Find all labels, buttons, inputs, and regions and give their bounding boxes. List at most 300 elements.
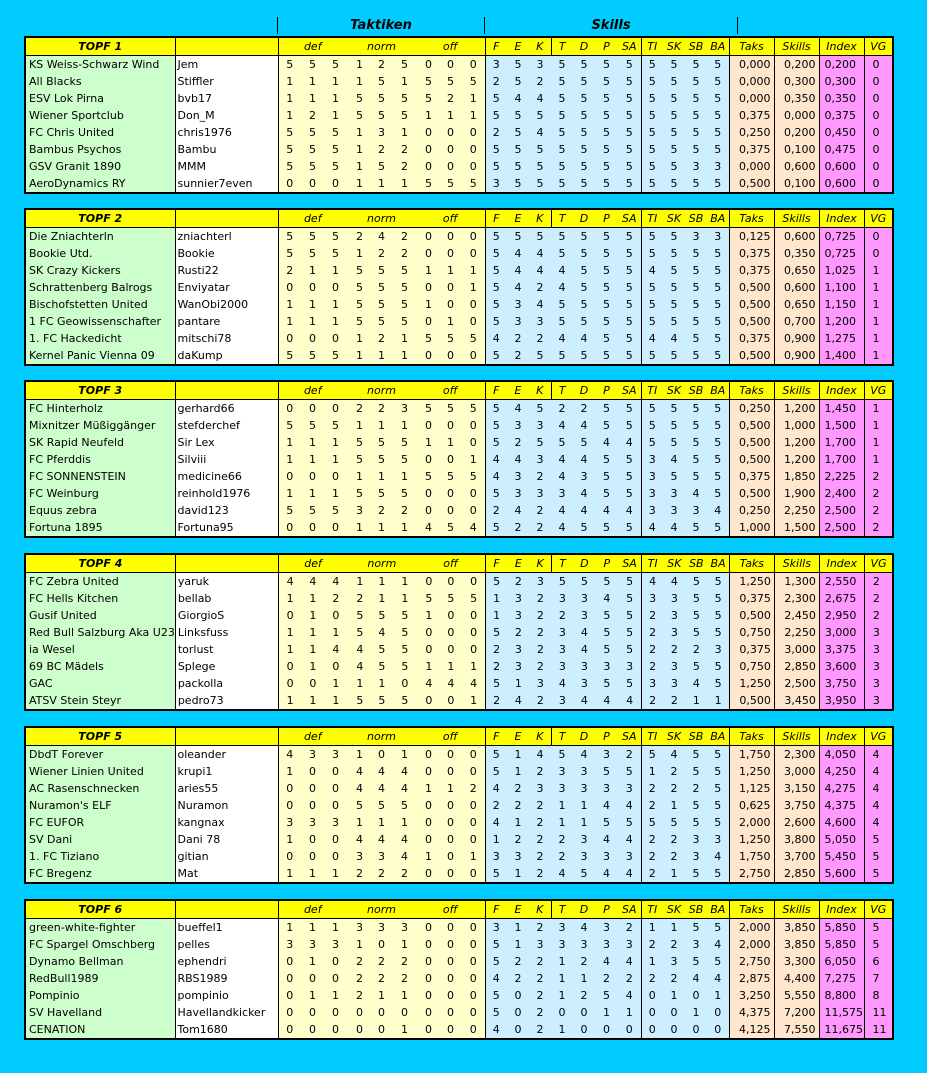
skill-sb-value: 2	[685, 780, 707, 797]
skills-sum-value: 0,600	[774, 158, 819, 175]
skill-ba-value: 5	[707, 141, 729, 158]
tactic-off-value: 0	[439, 797, 462, 814]
skill-sk-value: 5	[663, 434, 685, 451]
tactic-norm-value: 2	[347, 400, 370, 418]
tactic-def-value: 0	[324, 468, 347, 485]
team-name: Equus zebra	[25, 502, 175, 519]
tactic-off-value: 0	[439, 641, 462, 658]
tactic-norm-value: 5	[393, 641, 416, 658]
skill-header-e: E	[507, 727, 529, 746]
tactic-def-value: 3	[301, 746, 324, 764]
skill-sa-value: 5	[618, 158, 641, 175]
skills-sum-value: 0,900	[774, 330, 819, 347]
group-header-row	[25, 381, 893, 400]
skill-k-value: 3	[529, 573, 551, 591]
vg-value: 0	[864, 141, 893, 158]
tactic-def-value: 1	[278, 451, 301, 468]
skill-sb-value: 4	[685, 970, 707, 987]
table-row	[25, 1004, 893, 1021]
skill-e-value: 0	[507, 1021, 529, 1039]
tactic-norm-value: 1	[393, 347, 416, 365]
skill-sk-value: 5	[663, 468, 685, 485]
tactic-def-value: 2	[301, 107, 324, 124]
skill-p-value: 0	[595, 1021, 618, 1039]
skill-ba-value: 3	[707, 228, 729, 246]
skill-sb-value: 5	[685, 797, 707, 814]
tactic-def-value: 0	[278, 797, 301, 814]
skill-t-value: 5	[551, 746, 573, 764]
group-title: TOPF 4	[25, 554, 175, 573]
skill-sk-value: 5	[663, 262, 685, 279]
manager-name: GiorgioS	[175, 607, 278, 624]
taks-header: Taks	[729, 381, 774, 400]
team-name: Bambus Psychos	[25, 141, 175, 158]
index-value: 2,225	[819, 468, 864, 485]
skill-sb-value: 5	[685, 468, 707, 485]
tactic-off-value: 0	[462, 228, 485, 246]
skill-header-d: D	[573, 727, 595, 746]
skill-sa-value: 4	[618, 987, 641, 1004]
def-header: def	[278, 209, 347, 228]
tactic-norm-value: 5	[347, 624, 370, 641]
skill-sk-value: 0	[663, 1021, 685, 1039]
team-name: Bookie Utd.	[25, 245, 175, 262]
skill-p-value: 4	[595, 797, 618, 814]
tactic-off-value: 5	[416, 90, 439, 107]
skill-t-value: 3	[551, 919, 573, 937]
skills-sum-value: 2,300	[774, 590, 819, 607]
index-value: 5,850	[819, 936, 864, 953]
vg-value: 3	[864, 624, 893, 641]
skill-ba-value: 5	[707, 262, 729, 279]
skill-e-value: 2	[507, 434, 529, 451]
skill-header-e: E	[507, 554, 529, 573]
tactic-def-value: 1	[324, 434, 347, 451]
skill-sb-value: 3	[685, 936, 707, 953]
skill-header-ti: TI	[641, 900, 663, 919]
skill-p-value: 3	[595, 936, 618, 953]
skill-sk-value: 5	[663, 107, 685, 124]
skill-sa-value: 3	[618, 848, 641, 865]
tactic-def-value: 0	[301, 1021, 324, 1039]
skill-sk-value: 5	[663, 245, 685, 262]
tactic-def-value: 2	[278, 262, 301, 279]
skills-sum-value: 4,400	[774, 970, 819, 987]
table-row	[25, 158, 893, 175]
tactic-def-value: 0	[278, 658, 301, 675]
skill-sk-value: 5	[663, 124, 685, 141]
skill-header-sa: SA	[618, 381, 641, 400]
index-value: 4,375	[819, 797, 864, 814]
skill-k-value: 4	[529, 746, 551, 764]
skill-sa-value: 2	[618, 919, 641, 937]
taks-value: 0,250	[729, 502, 774, 519]
skill-p-value: 3	[595, 658, 618, 675]
skill-header-f: F	[485, 381, 507, 400]
manager-name: gerhard66	[175, 400, 278, 418]
tactic-norm-value: 2	[347, 987, 370, 1004]
tactic-off-value: 0	[462, 124, 485, 141]
skill-ba-value: 5	[707, 279, 729, 296]
tactic-norm-value: 2	[370, 245, 393, 262]
tactic-norm-value: 1	[370, 987, 393, 1004]
skill-k-value: 5	[529, 141, 551, 158]
vg-value: 2	[864, 519, 893, 537]
skill-ba-value: 5	[707, 313, 729, 330]
skill-d-value: 0	[573, 1021, 595, 1039]
tactic-norm-value: 2	[347, 953, 370, 970]
skill-e-value: 3	[507, 417, 529, 434]
user-header	[175, 209, 278, 228]
tactic-norm-value: 3	[393, 919, 416, 937]
skill-f-value: 5	[485, 573, 507, 591]
table-row	[25, 107, 893, 124]
skill-f-value: 5	[485, 417, 507, 434]
tactic-def-value: 0	[324, 400, 347, 418]
tactic-off-value: 0	[416, 970, 439, 987]
skill-t-value: 1	[551, 953, 573, 970]
table-row	[25, 814, 893, 831]
skill-header-sk: SK	[663, 554, 685, 573]
skill-ti-value: 2	[641, 641, 663, 658]
tactic-norm-value: 3	[370, 848, 393, 865]
tactic-def-value: 5	[324, 141, 347, 158]
tactic-def-value: 1	[324, 692, 347, 710]
skill-ti-value: 5	[641, 158, 663, 175]
table-row	[25, 347, 893, 365]
skill-t-value: 5	[551, 313, 573, 330]
team-name: ESV Lok Pirna	[25, 90, 175, 107]
tactic-def-value: 3	[301, 814, 324, 831]
skill-t-value: 5	[551, 296, 573, 313]
skill-ti-value: 1	[641, 763, 663, 780]
team-name: Dynamo Bellman	[25, 953, 175, 970]
table-row	[25, 919, 893, 937]
manager-name: oleander	[175, 746, 278, 764]
skill-sa-value: 3	[618, 658, 641, 675]
vg-value: 0	[864, 56, 893, 74]
tactic-def-value: 5	[301, 347, 324, 365]
skill-p-value: 5	[595, 158, 618, 175]
tactic-def-value: 5	[278, 245, 301, 262]
tactic-norm-value: 3	[347, 848, 370, 865]
tactic-norm-value: 5	[393, 692, 416, 710]
skill-sa-value: 5	[618, 468, 641, 485]
skill-ba-value: 5	[707, 417, 729, 434]
skills-sum-value: 3,850	[774, 919, 819, 937]
taks-value: 2,750	[729, 953, 774, 970]
tactic-off-value: 0	[462, 313, 485, 330]
skill-sa-value: 4	[618, 953, 641, 970]
tactic-norm-value: 1	[370, 175, 393, 193]
skill-k-value: 2	[529, 658, 551, 675]
skill-p-value: 5	[595, 262, 618, 279]
skills-sum-value: 1,850	[774, 468, 819, 485]
skill-ti-value: 2	[641, 936, 663, 953]
vg-value: 5	[864, 848, 893, 865]
tactic-def-value: 3	[324, 814, 347, 831]
skill-ti-value: 5	[641, 814, 663, 831]
vg-value: 2	[864, 502, 893, 519]
skill-sa-value: 5	[618, 107, 641, 124]
tactic-off-value: 5	[462, 175, 485, 193]
skill-f-value: 4	[485, 330, 507, 347]
tactic-def-value: 5	[324, 347, 347, 365]
tactic-off-value: 2	[462, 780, 485, 797]
skill-p-value: 4	[595, 502, 618, 519]
skill-f-value: 1	[485, 590, 507, 607]
skill-f-value: 4	[485, 1021, 507, 1039]
skill-ti-value: 4	[641, 519, 663, 537]
tactic-norm-value: 5	[370, 262, 393, 279]
tactic-norm-value: 5	[393, 56, 416, 74]
tactic-norm-value: 1	[370, 814, 393, 831]
taks-value: 0,000	[729, 73, 774, 90]
skill-sk-value: 5	[663, 175, 685, 193]
skill-f-value: 5	[485, 107, 507, 124]
skill-t-value: 4	[551, 417, 573, 434]
tactic-off-value: 0	[462, 573, 485, 591]
skill-ti-value: 4	[641, 262, 663, 279]
tactic-off-value: 0	[462, 831, 485, 848]
skill-p-value: 5	[595, 987, 618, 1004]
index-value: 4,050	[819, 746, 864, 764]
skill-t-value: 5	[551, 56, 573, 74]
skill-t-value: 5	[551, 347, 573, 365]
table-row	[25, 90, 893, 107]
skill-sb-value: 5	[685, 296, 707, 313]
tactic-def-value: 5	[278, 141, 301, 158]
skill-sb-value: 5	[685, 434, 707, 451]
skill-e-value: 2	[507, 330, 529, 347]
index-value: 3,375	[819, 641, 864, 658]
skill-header-e: E	[507, 37, 529, 56]
skill-sb-value: 5	[685, 279, 707, 296]
skill-ti-value: 5	[641, 90, 663, 107]
tactic-def-value: 0	[324, 797, 347, 814]
tactic-def-value: 1	[301, 987, 324, 1004]
tactic-norm-value: 4	[347, 780, 370, 797]
taks-value: 0,500	[729, 313, 774, 330]
tactic-norm-value: 5	[393, 607, 416, 624]
tactic-off-value: 1	[416, 607, 439, 624]
skill-d-value: 1	[573, 814, 595, 831]
skills-sum-value: 0,350	[774, 90, 819, 107]
skill-e-value: 3	[507, 848, 529, 865]
skill-k-value: 4	[529, 124, 551, 141]
tactic-off-value: 1	[416, 434, 439, 451]
skill-header-t: T	[551, 554, 573, 573]
skill-p-value: 5	[595, 573, 618, 591]
skills-sum-value: 1,300	[774, 573, 819, 591]
team-name: SV Havelland	[25, 1004, 175, 1021]
def-header: def	[278, 727, 347, 746]
skill-k-value: 2	[529, 953, 551, 970]
tactic-off-value: 0	[416, 1021, 439, 1039]
index-header: Index	[819, 554, 864, 573]
skill-k-value: 2	[529, 814, 551, 831]
def-header: def	[278, 37, 347, 56]
taks-value: 0,000	[729, 158, 774, 175]
skills-sum-value: 2,500	[774, 675, 819, 692]
tactic-off-value: 0	[439, 279, 462, 296]
tactic-norm-value: 1	[347, 245, 370, 262]
tactic-off-value: 2	[439, 90, 462, 107]
tactic-norm-value: 3	[347, 919, 370, 937]
tactic-norm-value: 1	[393, 417, 416, 434]
tactic-off-value: 4	[439, 675, 462, 692]
taks-value: 1,250	[729, 675, 774, 692]
tactic-def-value: 5	[324, 245, 347, 262]
skill-t-value: 1	[551, 797, 573, 814]
group-header-row	[25, 727, 893, 746]
vg-value: 2	[864, 468, 893, 485]
skill-e-value: 5	[507, 158, 529, 175]
skill-ti-value: 2	[641, 780, 663, 797]
skill-ba-value: 5	[707, 90, 729, 107]
vg-value: 4	[864, 763, 893, 780]
table-row	[25, 330, 893, 347]
table-row	[25, 262, 893, 279]
manager-name: Fortuna95	[175, 519, 278, 537]
tactic-def-value: 0	[301, 519, 324, 537]
table-row	[25, 987, 893, 1004]
skill-d-value: 3	[573, 590, 595, 607]
skill-ba-value: 5	[707, 347, 729, 365]
skill-d-value: 1	[573, 797, 595, 814]
skill-e-value: 2	[507, 519, 529, 537]
skill-p-value: 5	[595, 313, 618, 330]
tactic-def-value: 1	[278, 865, 301, 883]
tactic-def-value: 0	[278, 1004, 301, 1021]
skill-f-value: 3	[485, 848, 507, 865]
skill-ba-value: 5	[707, 451, 729, 468]
tactic-off-value: 0	[439, 624, 462, 641]
manager-name: Stiffler	[175, 73, 278, 90]
skill-header-sk: SK	[663, 900, 685, 919]
skill-t-value: 4	[551, 330, 573, 347]
tactic-def-value: 1	[278, 590, 301, 607]
tactic-norm-value: 5	[393, 262, 416, 279]
team-name: ia Wesel	[25, 641, 175, 658]
index-value: 1,500	[819, 417, 864, 434]
skill-k-value: 2	[529, 519, 551, 537]
skill-f-value: 4	[485, 468, 507, 485]
tactic-norm-value: 1	[347, 330, 370, 347]
tactic-off-value: 0	[439, 692, 462, 710]
skill-sb-value: 3	[685, 848, 707, 865]
tactic-off-value: 0	[416, 228, 439, 246]
tactic-norm-value: 1	[370, 675, 393, 692]
skill-p-value: 5	[595, 641, 618, 658]
tactic-off-value: 1	[439, 262, 462, 279]
tactic-norm-value: 1	[370, 468, 393, 485]
skill-e-value: 0	[507, 1004, 529, 1021]
index-value: 1,400	[819, 347, 864, 365]
vg-value: 2	[864, 573, 893, 591]
skill-sk-value: 3	[663, 953, 685, 970]
skill-header-sk: SK	[663, 209, 685, 228]
skill-ba-value: 5	[707, 434, 729, 451]
def-header: def	[278, 900, 347, 919]
taks-value: 0,500	[729, 434, 774, 451]
tactic-norm-value: 2	[393, 228, 416, 246]
skill-sk-value: 3	[663, 658, 685, 675]
tactic-norm-value: 5	[393, 90, 416, 107]
index-header: Index	[819, 381, 864, 400]
skill-sk-value: 5	[663, 158, 685, 175]
tactic-off-value: 0	[462, 987, 485, 1004]
skill-header-sk: SK	[663, 727, 685, 746]
tactic-def-value: 1	[301, 485, 324, 502]
skill-ba-value: 5	[707, 953, 729, 970]
taks-value: 0,500	[729, 692, 774, 710]
tactic-off-value: 0	[439, 417, 462, 434]
skill-ti-value: 5	[641, 746, 663, 764]
tactic-norm-value: 1	[393, 573, 416, 591]
table-row	[25, 313, 893, 330]
index-value: 6,050	[819, 953, 864, 970]
off-header: off	[416, 554, 485, 573]
team-name: AC Rasenschnecken	[25, 780, 175, 797]
tactic-def-value: 5	[301, 141, 324, 158]
skill-ti-value: 5	[641, 245, 663, 262]
skill-d-value: 5	[573, 865, 595, 883]
tactic-off-value: 0	[416, 56, 439, 74]
skill-f-value: 5	[485, 90, 507, 107]
skill-sb-value: 5	[685, 658, 707, 675]
taks-value: 0,375	[729, 590, 774, 607]
skill-sa-value: 2	[618, 746, 641, 764]
team-name: FC Bregenz	[25, 865, 175, 883]
skill-f-value: 5	[485, 624, 507, 641]
tactic-norm-value: 2	[370, 970, 393, 987]
skill-t-value: 4	[551, 468, 573, 485]
skills-sum-value: 2,600	[774, 814, 819, 831]
tactic-def-value: 1	[301, 262, 324, 279]
skills-sum-value: 0,600	[774, 279, 819, 296]
taks-header: Taks	[729, 900, 774, 919]
vg-value: 2	[864, 590, 893, 607]
tactic-norm-value: 5	[370, 641, 393, 658]
tactic-norm-value: 5	[393, 797, 416, 814]
skill-ba-value: 5	[707, 124, 729, 141]
tactic-norm-value: 5	[370, 90, 393, 107]
skill-p-value: 5	[595, 228, 618, 246]
vg-value: 0	[864, 73, 893, 90]
group-title: TOPF 3	[25, 381, 175, 400]
tactic-norm-value: 5	[370, 692, 393, 710]
skill-header-sb: SB	[685, 381, 707, 400]
tactic-norm-value: 4	[370, 228, 393, 246]
tactic-off-value: 0	[439, 296, 462, 313]
skill-sa-value: 5	[618, 279, 641, 296]
tactic-def-value: 1	[301, 296, 324, 313]
skill-sb-value: 4	[685, 485, 707, 502]
skill-header-t: T	[551, 900, 573, 919]
skill-e-value: 3	[507, 485, 529, 502]
skill-e-value: 1	[507, 763, 529, 780]
skill-ba-value: 5	[707, 400, 729, 418]
skill-k-value: 3	[529, 313, 551, 330]
vg-value: 3	[864, 658, 893, 675]
tactic-def-value: 3	[324, 746, 347, 764]
tactic-def-value: 1	[301, 590, 324, 607]
manager-name: Havellandkicker	[175, 1004, 278, 1021]
skill-sa-value: 5	[618, 228, 641, 246]
manager-name: WanObi2000	[175, 296, 278, 313]
table-row	[25, 953, 893, 970]
